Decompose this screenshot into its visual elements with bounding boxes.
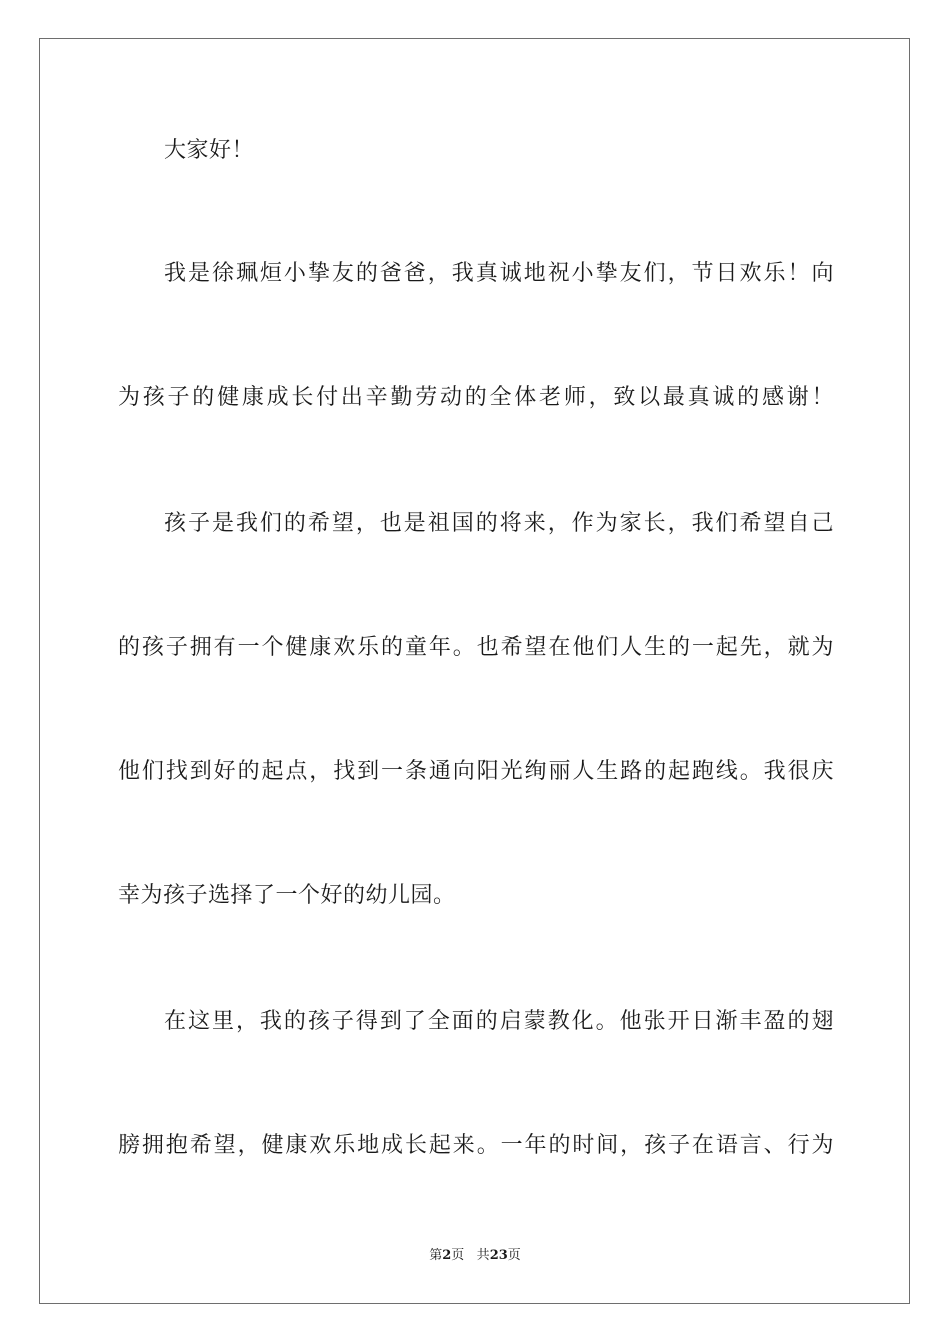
page-footer bbox=[0, 1246, 950, 1266]
page-prefix: 第 bbox=[429, 1248, 443, 1263]
page-border bbox=[39, 38, 910, 1304]
paragraph-line: 的孩子拥有一个健康欢乐的童年。也希望在他们人生的一起先，就为 bbox=[118, 635, 834, 660]
total-prefix: 共 bbox=[476, 1248, 490, 1263]
total-suffix: 页 bbox=[507, 1248, 521, 1263]
paragraph-line: 幸为孩子选择了一个好的幼儿园。 bbox=[118, 883, 456, 908]
paragraph-line: 我是徐珮烜小挚友的爸爸，我真诚地祝小挚友们，节日欢乐！向 bbox=[164, 261, 834, 286]
page-number: 2 bbox=[442, 1248, 452, 1263]
total-pages: 23 bbox=[489, 1248, 508, 1263]
page-suffix: 页 bbox=[451, 1248, 465, 1263]
paragraph-line: 在这里，我的孩子得到了全面的启蒙教化。他张开日渐丰盈的翅 bbox=[164, 1009, 834, 1034]
paragraph-line: 大家好！ bbox=[164, 138, 255, 163]
paragraph-line: 他们找到好的起点，找到一条通向阳光绚丽人生路的起跑线。我很庆 bbox=[118, 759, 834, 784]
paragraph-line: 膀拥抱希望，健康欢乐地成长起来。一年的时间，孩子在语言、行为 bbox=[118, 1133, 834, 1158]
paragraph-line: 孩子是我们的希望，也是祖国的将来，作为家长，我们希望自己 bbox=[164, 511, 834, 536]
paragraph-line: 为孩子的健康成长付出辛勤劳动的全体老师，致以最真诚的感谢！ bbox=[118, 385, 834, 410]
